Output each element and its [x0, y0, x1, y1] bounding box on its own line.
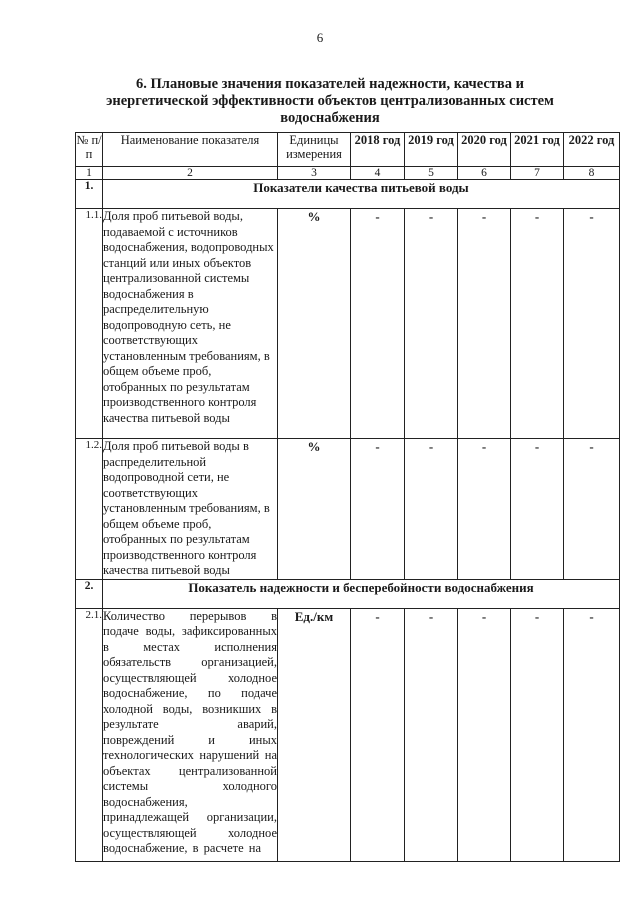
- unit-cell: %: [278, 209, 351, 439]
- value-2021: -: [511, 439, 564, 580]
- indicator-name: Доля проб питьевой воды в распределительной водопроводной сети, не соответствующих установленным требованиям, в общем объеме проб, отобранных по результатам производственного контроля качества питьевой воды: [103, 439, 278, 580]
- column-number: 5: [405, 167, 458, 180]
- page-number: 6: [316, 30, 324, 45]
- value-2019: -: [405, 209, 458, 439]
- value-2020: -: [458, 608, 511, 861]
- value-2021: -: [511, 608, 564, 861]
- column-number: 4: [351, 167, 405, 180]
- table-row: [76, 439, 620, 580]
- column-number: 6: [458, 167, 511, 180]
- value-2018: -: [351, 209, 405, 439]
- section-title: Показатель надежности и бесперебойности водоснабжения: [103, 579, 620, 608]
- column-numbers-row: [76, 167, 620, 180]
- value-2020: -: [458, 209, 511, 439]
- header-num: № п/п: [76, 133, 103, 167]
- header-year-2019: 2019 год: [405, 133, 458, 167]
- unit-cell: %: [278, 439, 351, 580]
- value-2021: -: [511, 209, 564, 439]
- value-2019: -: [405, 608, 458, 861]
- column-number: 2: [103, 167, 278, 180]
- value-2018: -: [351, 608, 405, 861]
- indicator-name: Доля проб питьевой воды, подаваемой с источников водоснабжения, водопроводных станций или иных объектов централизованной системы водоснабжения в распределительную водопроводную сеть, не соответствующих установленным требованиям, в общем объеме проб, отобранных по результатам производственного контроля качества питьевой воды: [103, 209, 278, 439]
- header-year-2020: 2020 год: [458, 133, 511, 167]
- header-year-2018: 2018 год: [351, 133, 405, 167]
- value-2022: -: [564, 439, 620, 580]
- section-title: Показатели качества питьевой воды: [103, 180, 620, 209]
- section-row-2: [76, 579, 620, 608]
- value-2022: -: [564, 608, 620, 861]
- header-unit: Единицы измерения: [278, 133, 351, 167]
- value-2022: -: [564, 209, 620, 439]
- header-name: Наименование показателя: [103, 133, 278, 167]
- value-2019: -: [405, 439, 458, 580]
- document-heading: 6. Плановые значения показателей надежности, качества и энергетической эффективности объектов централизованных систем водоснабжения: [106, 76, 554, 126]
- header-year-2021: 2021 год: [511, 133, 564, 167]
- row-number: 1.1.: [76, 209, 103, 439]
- indicator-name: Количество перерывов в подаче воды, зафиксированных в местах исполнения обязательств организацией, осуществляющей холодное водоснабжение, по подаче холодной воды, возникших в результате аварий, повреждений и иных технологических нарушений на объектах централизованной системы холодного водоснабжения, принадлежащей организации, осуществляющей холодное водоснабжение, в расчете на: [103, 608, 278, 861]
- value-2020: -: [458, 439, 511, 580]
- row-number: 2.1.: [76, 608, 103, 861]
- unit-cell: Ед./км: [278, 608, 351, 861]
- column-number: 8: [564, 167, 620, 180]
- indicators-table: [75, 132, 620, 862]
- section-number: 2.: [76, 579, 103, 608]
- column-number: 3: [278, 167, 351, 180]
- value-2018: -: [351, 439, 405, 580]
- table-header-row: [76, 133, 620, 167]
- header-year-2022: 2022 год: [564, 133, 620, 167]
- row-number: 1.2.: [76, 439, 103, 580]
- table-row: [76, 209, 620, 439]
- section-number: 1.: [76, 180, 103, 209]
- table-row: [76, 608, 620, 861]
- column-number: 7: [511, 167, 564, 180]
- section-row-1: [76, 180, 620, 209]
- column-number: 1: [76, 167, 103, 180]
